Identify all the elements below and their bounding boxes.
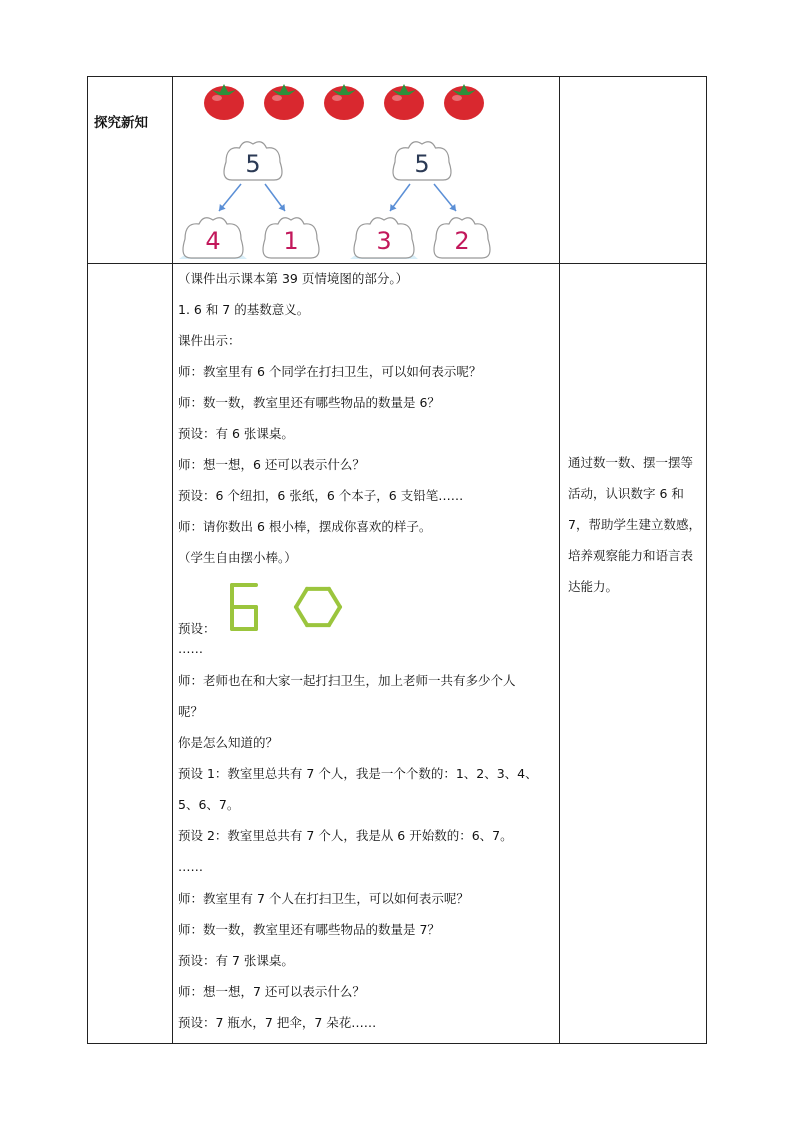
matchstick: [296, 607, 307, 625]
lesson-line: 师：请你数出 6 根小棒，摆成你喜欢的样子。: [178, 519, 432, 534]
tomato-highlight: [272, 95, 282, 101]
cloud-number: 3: [376, 227, 392, 255]
stage-label: 探究新知: [94, 115, 148, 131]
lesson-line: ……: [178, 859, 203, 874]
lesson-line: 1. 6 和 7 的基数意义。: [178, 302, 310, 317]
cloud-number: 5: [245, 150, 261, 178]
lesson-line: 预设：: [178, 621, 216, 636]
lesson-line: 预设 2：教室里总共有 7 个人，我是从 6 开始数的：6、7。: [178, 828, 513, 843]
lesson-line: 预设：7 瓶水，7 把伞，7 朵花……: [178, 1015, 377, 1030]
cloud-number: 2: [454, 227, 470, 255]
lesson-line: 预设：有 6 张课桌。: [178, 426, 294, 441]
lesson-line: 预设 1：教室里总共有 7 个人，我是一个个数的：1、2、3、4、: [178, 766, 538, 781]
lesson-line: ……: [178, 641, 203, 656]
row-divider: [88, 263, 706, 264]
lesson-line: 师：想一想，6 还可以表示什么？: [178, 457, 365, 472]
tomato-highlight: [212, 95, 222, 101]
matchstick: [329, 607, 340, 625]
cloud-number: 1: [283, 227, 299, 255]
matchstick-figures: [226, 581, 356, 633]
matchstick: [296, 589, 307, 607]
lesson-line: 师：数一数，教室里还有哪些物品的数量是 7？: [178, 922, 440, 937]
tomato-highlight: [392, 95, 402, 101]
design-note: 通过数一数、摆一摆等活动，认识数字 6 和 7，帮助学生建立数感，培养观察能力和语言表达能力。: [568, 455, 701, 594]
cloud-number: 5: [414, 150, 430, 178]
lesson-line: 5、6、7。: [178, 797, 240, 812]
lesson-line: 师：想一想，7 还可以表示什么？: [178, 984, 365, 999]
column-divider-1: [172, 77, 173, 1043]
lesson-line: （课件出示课本第 39 页情境图的部分。）: [178, 271, 409, 286]
tomato-highlight: [452, 95, 462, 101]
lesson-line: 你是怎么知道的？: [178, 735, 279, 750]
tomato-highlight: [332, 95, 342, 101]
arrowhead-icon: [278, 204, 285, 211]
lesson-line: 预设：有 7 张课桌。: [178, 953, 294, 968]
number-decomposition-illustration: [174, 77, 558, 263]
lesson-line: （学生自由摆小棒。）: [178, 550, 297, 565]
lesson-table: [87, 76, 707, 1044]
lesson-line: 呢？: [178, 704, 204, 719]
lesson-line: 师：数一数，教室里还有哪些物品的数量是 6？: [178, 395, 440, 410]
lesson-line: 师：教室里有 6 个同学在打扫卫生，可以如何表示呢？: [178, 364, 482, 379]
lesson-line: 师：老师也在和大家一起打扫卫生，加上老师一共有多少个人: [178, 673, 516, 688]
column-divider-2: [559, 77, 560, 1043]
cloud-number: 4: [205, 227, 221, 255]
lesson-line: 预设：6 个纽扣，6 张纸，6 个本子，6 支铅笔……: [178, 488, 464, 503]
lesson-line: 课件出示：: [178, 333, 241, 348]
matchstick: [329, 589, 340, 607]
arrowhead-icon: [390, 204, 397, 211]
lesson-line: 师：教室里有 7 个人在打扫卫生，可以如何表示呢？: [178, 891, 469, 906]
